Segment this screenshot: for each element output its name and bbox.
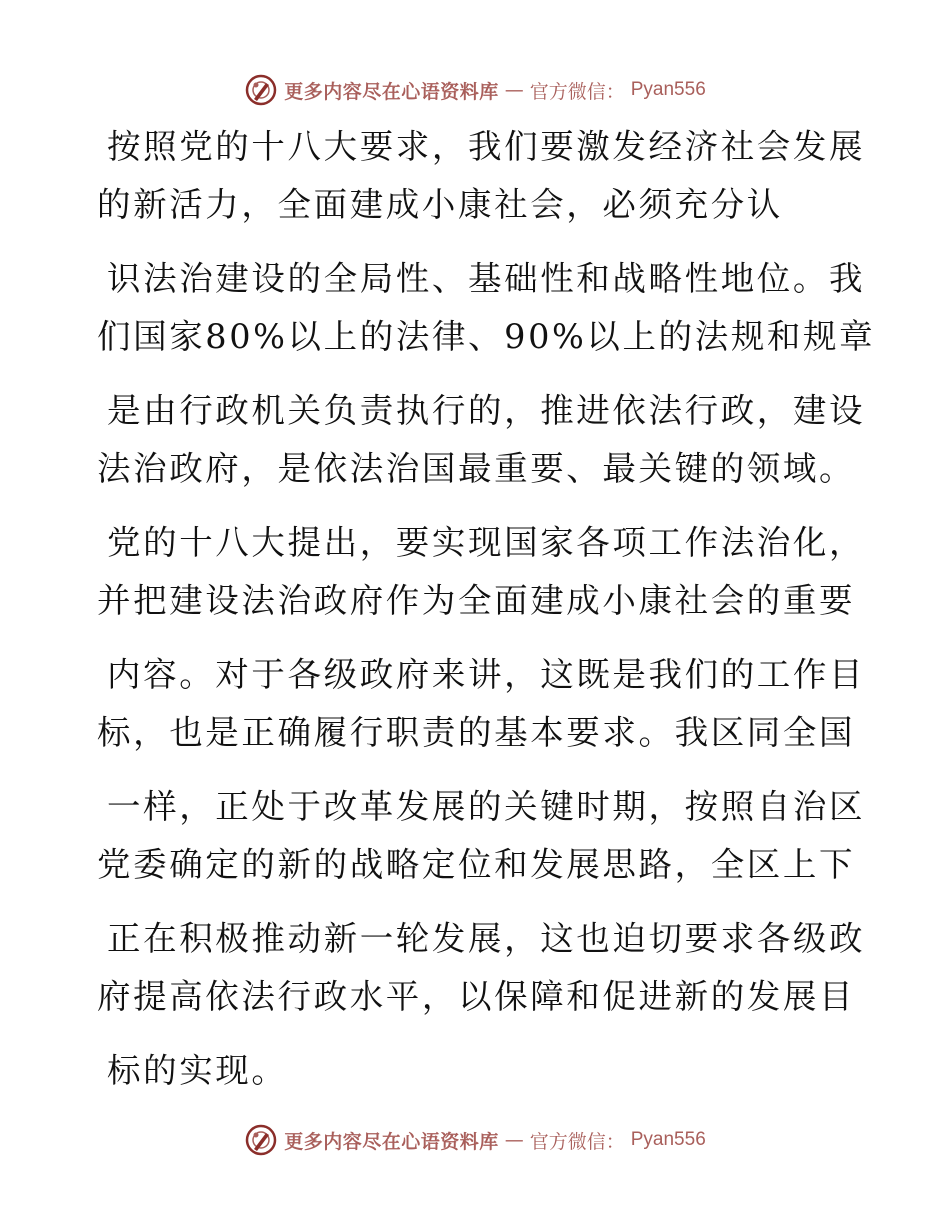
- banner-dash: —: [504, 79, 524, 101]
- banner-main-text: 更多内容尽在心语资料库: [284, 1130, 499, 1153]
- banner-wechat-label: 官方微信：: [529, 80, 625, 103]
- text-line: 党的十八大提出，要实现国家各项工作法治化，: [107, 523, 866, 562]
- header-banner: [0, 70, 950, 110]
- text-line: 内容。对于各级政府来讲，这既是我们的工作目: [107, 655, 866, 694]
- brand-logo-icon: [244, 1123, 278, 1157]
- banner-wechat-label: 官方微信：: [529, 1130, 625, 1153]
- text-line: 正在积极推动新一轮发展，这也迫切要求各级政: [107, 919, 866, 958]
- text-line: 是由行政机关负责执行的，推进依法行政，建设: [107, 391, 866, 430]
- text-line: 并把建设法治政府作为全面建成小康社会的重要: [97, 581, 856, 620]
- text-line: 一样，正处于改革发展的关键时期，按照自治区: [107, 787, 866, 826]
- brand-logo-icon: [244, 73, 278, 107]
- text-line: 标，也是正确履行职责的基本要求。我区同全国: [97, 713, 856, 752]
- footer-banner: [0, 1120, 950, 1160]
- text-line: 标的实现。: [107, 1051, 288, 1090]
- banner-dash: —: [504, 1129, 524, 1151]
- banner-wechat-id: Pyan556: [630, 1129, 706, 1150]
- text-line: 的新活力，全面建成小康社会，必须充分认: [97, 185, 783, 224]
- text-line: 识法治建设的全局性、基础性和战略性地位。我: [107, 259, 866, 298]
- text-line: 们国家80%以上的法律、90%以上的法规和规章: [97, 317, 876, 356]
- text-line: 府提高依法行政水平，以保障和促进新的发展目: [97, 977, 856, 1016]
- text-line: 法治政府，是依法治国最重要、最关键的领域。: [97, 449, 856, 488]
- text-line: 按照党的十八大要求，我们要激发经济社会发展: [107, 127, 866, 166]
- banner-main-text: 更多内容尽在心语资料库: [284, 80, 499, 103]
- banner-wechat-id: Pyan556: [630, 79, 706, 100]
- text-line: 党委确定的新的战略定位和发展思路，全区上下: [97, 845, 856, 884]
